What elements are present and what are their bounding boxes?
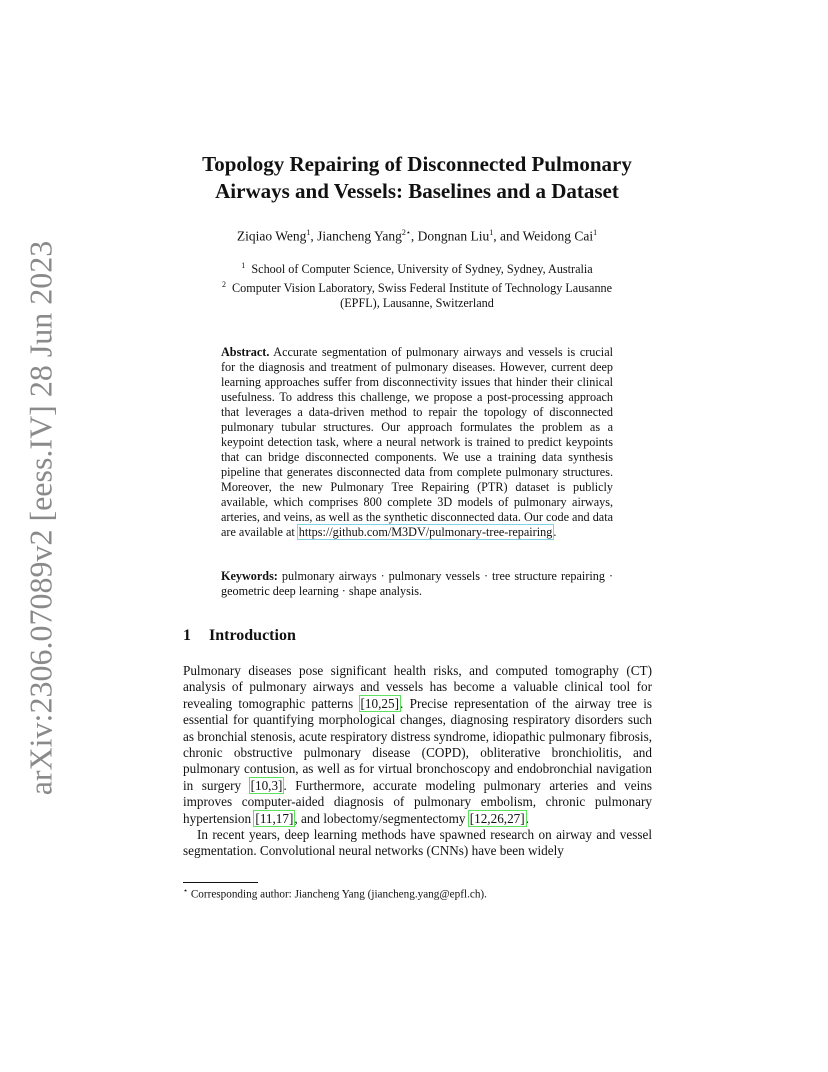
title-line-2: Airways and Vessels: Baselines and a Dataset xyxy=(215,179,619,203)
affil-number: 2 xyxy=(221,280,226,290)
keywords-label: Keywords: xyxy=(221,569,278,583)
title-line-1: Topology Repairing of Disconnected Pulmonary xyxy=(202,152,632,176)
author-name: Dongnan Liu xyxy=(417,228,490,244)
intro-paragraph-2: In recent years, deep learning methods have spawned research on airway and vessel segmentation. Convolutional neural networks (CNNs) have been widely xyxy=(183,827,652,859)
author-list: Ziqiao Weng$^1$, Jiancheng Yang$^{2⋆}$, Dongnan Liu$^1$, and Weidong Cai$^1$ xyxy=(236,228,598,244)
arxiv-watermark xyxy=(20,240,62,795)
section-title: Introduction xyxy=(209,627,296,644)
abstract-end: . xyxy=(553,525,557,539)
code-link[interactable]: https://github.com/M3DV/pulmonary-tree-repairing xyxy=(298,525,553,539)
citation-link[interactable]: [10,3] xyxy=(250,777,283,793)
affiliation-2 xyxy=(180,277,654,296)
footnote-text: Corresponding author: Jiancheng Yang (jiancheng.yang@epfl.ch). xyxy=(190,888,487,901)
footnote-mark: ⋆ xyxy=(183,886,189,895)
intro-body xyxy=(183,663,652,860)
author-affil-mark: 1 xyxy=(306,228,311,237)
text-run: , and lobectomy/segmentectomy xyxy=(294,810,469,826)
affil-number: 1 xyxy=(241,261,246,270)
text-run: . Precise representation of the airway tree is essential for quantifying morphological changes, diagnosing respiratory disorders such as bronchial stenosis, acute respiratory distress syndrome, idiopathic pulmonary fibrosis, chronic obstructive pulmonary disease (COPD), obliterative bronchiolitis, and pulmonary contusion, as well as for virtual bronchoscopy and endobronchial navigation in surgery xyxy=(183,695,652,793)
affiliation-1 xyxy=(180,258,654,277)
affiliations xyxy=(180,258,654,311)
abstract-text: Accurate segmentation of pulmonary airways and vessels is crucial for the diagnosis and treatment of pulmonary diseases. However, current deep learning approaches suffer from disconnectivity issues that hinder their clinical usefulness. To address this challenge, we propose a post-processing approach that leverages a data-driven method to repair the topology of disconnected pulmonary tubular structures. Our approach formulates the problem as a keypoint detection task, where a neural network is trained to predict keypoints that can bridge disconnected components. We use a training data synthesis pipeline that generates disconnected data from complete pulmonary structures. Moreover, the new Pulmonary Tree Repairing (PTR) dataset is publicly available, which comprises 800 complete 3D models of pulmonary airways, arteries, and veins, as well as the synthetic disconnected data. Our code and data are available at xyxy=(221,345,613,539)
keywords xyxy=(221,569,613,599)
author-name: Weidong Cai xyxy=(522,228,594,244)
affil-text: Computer Vision Laboratory, Swiss Federal Institute of Technology Lausanne xyxy=(232,281,613,296)
section-heading xyxy=(183,627,296,645)
paper-title xyxy=(150,151,684,205)
affil-text: School of Computer Science, University of Sydney, Sydney, Australia xyxy=(251,262,593,277)
text-run: . Furthermore, accurate modeling pulmonary arteries and veins improves computer-aided diagnosis of pulmonary embolism, chronic pulmonary hypertension xyxy=(183,777,652,826)
abstract xyxy=(221,345,613,540)
citation-link[interactable]: [11,17] xyxy=(255,810,294,826)
footnote-rule xyxy=(183,882,258,883)
author-affil-mark: 1 xyxy=(593,228,598,237)
author-affil-mark: 1 xyxy=(489,228,494,237)
author-name: Ziqiao Weng xyxy=(236,228,307,244)
affiliation-2-cont: (EPFL), Lausanne, Switzerland xyxy=(340,296,494,311)
citation-link[interactable]: [10,25] xyxy=(360,695,399,711)
arxiv-id: arXiv:2306.07089v2 [eess.IV] 28 Jun 2023 xyxy=(22,240,59,795)
keywords-text: pulmonary airways · pulmonary vessels · tree structure repairing · geometric deep learning · shape analysis. xyxy=(221,569,614,598)
intro-paragraph-1 xyxy=(183,663,652,827)
abstract-label: Abstract. xyxy=(221,345,270,359)
section-number: 1 xyxy=(183,627,191,644)
text-run: Pulmonary diseases pose significant health risks, and computed tomography (CT) analysis of pulmonary airways and vessels has become a valuable clinical tool for revealing tomographic patterns xyxy=(183,663,652,711)
footnote xyxy=(183,886,487,901)
author-name: Jiancheng Yang xyxy=(317,228,402,244)
text-run: . xyxy=(525,810,529,826)
author-affil-mark: 2⋆ xyxy=(401,228,411,237)
citation-link[interactable]: [12,26,27] xyxy=(469,810,525,826)
